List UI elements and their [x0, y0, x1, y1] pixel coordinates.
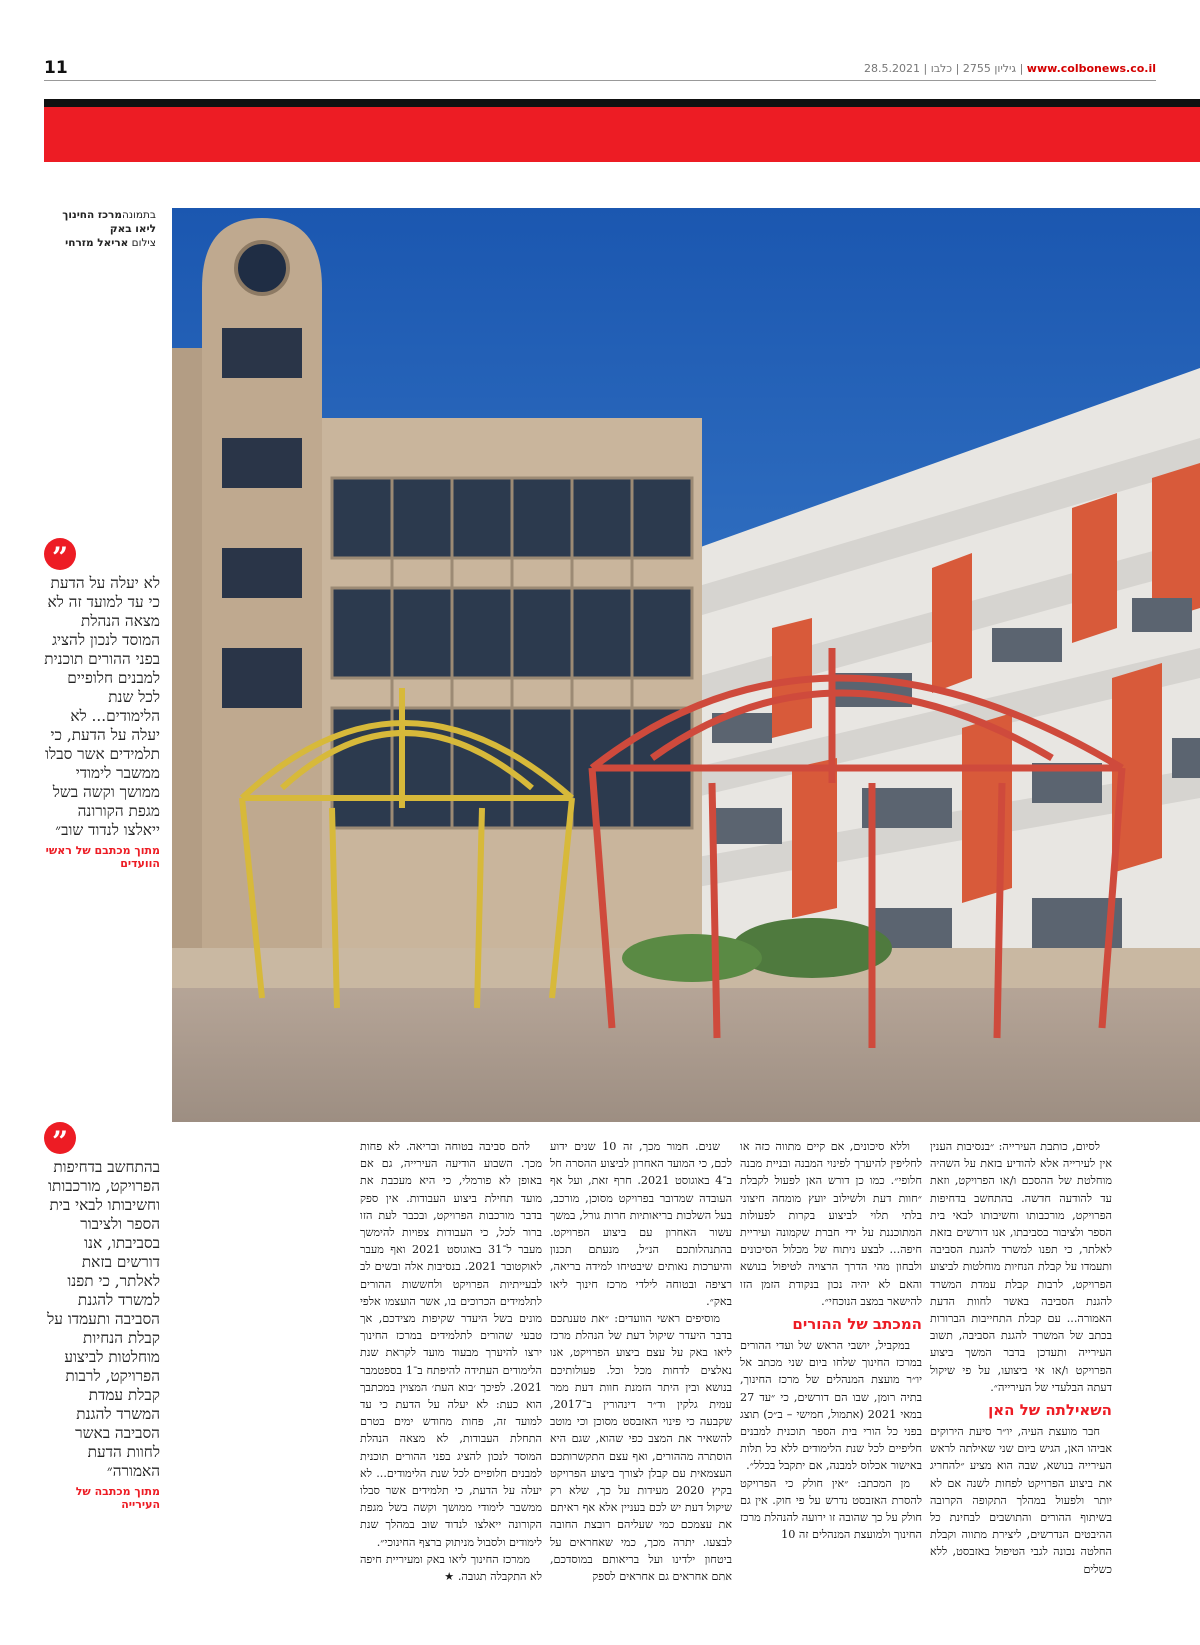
school-building-photo: [172, 208, 1200, 1122]
article-subheading: המכתב של ההורים: [792, 1315, 922, 1334]
publication-name: כלבו: [930, 62, 953, 75]
article-paragraph: במקביל, יושבי הראש של ועדי ההורים במרכז החינוך שלחו ביום שני מכתב אל יו״ר מועצת המנהלים של מרכז החינוך, בתיה רומן, שבו הם דורשים, כי ״עד 27 במאי 2021 (אתמול, חמישי – ב״כ) תוצג בפני כל הורי בית הספר תוכנית למבנים חליפיים לכל שנת הלימודים ללא כל תלות באישור אכלוס למבנה, אם יתקבל בכלל״.: [740, 1339, 922, 1473]
article-paragraph: מן המכתב: ״אין חולק כי הפרויקט להסרת האזבסט נדרש על פי חוק. אין גם חולק על כך שהובה זו ירועה להנהלת מרכז החינוך ולמועצת המנהלים זה 10: [740, 1476, 922, 1542]
page-number: 11: [44, 58, 68, 78]
article-column: [360, 1138, 542, 1618]
article-column: [930, 1138, 1112, 1618]
credit-prefix: בתמונה: [121, 209, 156, 221]
issue-number: גיליון 2755: [962, 62, 1017, 75]
issue-date: 28.5.2021: [864, 62, 920, 75]
pull-quote: [44, 1122, 160, 1511]
article-paragraph: וללא סיכונים, אם קיים מתווה כזה או לחליפין להיערך לפינוי המבנה ובניית מבנה חלופי״. כמו כן דורש האן לפעול לקבלת ״חוות דעת ולשילוב יועץ מומחה חיצוני בלתי תלוי לביצוע בקרות לפעולות המתוכננת על ידי חברת שקמונה ועיריית חיפה... לבצע ניתוח של מכלול הסיכונים ולבחון מהי הדרך הרצויה לטיפול בנושא והאם לא יהיה נכון בנקודת הזמן הזו להישאר במצב הנוכחי״.: [740, 1140, 922, 1308]
article-paragraph: מוסיפים ראשי הוועדים: ״את טענתכם בדבר היעדר שיקול דעת של הנהלת מרכז ליאו באק על עצם ביצוע הפרויקט, אנו נאלצים לדחות מכל וכל. פעולותיכם בנושא ובין היתר הזמנת חוות דעת ממר עמית גלקין וד״ר דינהורין ב־2017, שקבעה כי פינוי האזבסט מסוכן וכי מוטב להשאיר את המצב כפי שהוא, שגם היא הוסתרה מההורים, ואף עצם התקשרותכם העצמאית עם קבלן לצורך ביצוע הפרויקט בקיץ 2020 מעידות על כך, שלא רק שיקול דעת יש לכם בעניין אלא אף ראיתם את עצמכם כמי שעליהם רובצת החובה לבצעו. יתרה מכך, כמי שאחראים על ביטחון ילדינו ועל בריאותם במוסדכם, אתם אחראים גם אחראים לספק: [550, 1312, 732, 1584]
quote-mark-icon: ”: [44, 538, 76, 570]
pull-quote: [44, 538, 160, 870]
pull-quote-source: מתוך מכתבם של ראשי הוועדים: [45, 844, 160, 870]
header-separator: |: [923, 62, 928, 75]
top-black-bar: [44, 99, 1200, 107]
article-photo: [172, 208, 1200, 1122]
article-paragraph: לסיום, כותבת העירייה: ״בנסיבות הענין אין לעירייה אלא להודיע בזאת על השהיה מוחלטת של ההסכם ו/או הפרויקט, וזאת עד להודעה חדשה. בהתחשב בדחיפות הפרויקט, מורכבותו וחשיבותו לבאי בית הספר ולציבור בסביבתו, אנו דורשים בזאת לאלתר, כי תפנו למשרד להגנת הסביבה ותעמדו על קבלת הנחיות מוחלטות לביצוע הפרויקט, לרבות קבלת עמדת המשרד להגנת הסביבה באשר לחוות הדעת האמורה... עם קבלת התחייבות הברורות בכתב של המשרד להגנת הסביבה, תשוב העירייה ותעדכן בדבר המשך ביצוע הפרויקט ו/או אי ביצועו, על פי שיקול דעתה הבלעדי של העירייה״.: [930, 1140, 1112, 1394]
credit-photo-prefix: צילום: [131, 237, 156, 249]
site-url[interactable]: www.colbonews.co.il: [1026, 62, 1156, 75]
pull-quote-source: מתוך מכתבה של העירייה: [75, 1485, 160, 1511]
top-red-banner: [44, 107, 1200, 162]
article-paragraph: חבר מועצת העיה, יו״ר סיעת הירוקים אביהו האן, הגיש ביום שני שאילתה לראש העירייה בנושא, שבה הוא מציע ״להחריג את ביצוע הפרויקט לפחות לשנה אם לא יותר ולפעול במהלך התקופה הקרובה בשיתוף ההורים והתושבים לבחינת כל ההיבטים הנדרשים, ליצירת מתווה וקבלת החלטה נכונה לגבי הטיפול באזבסט, ללא כשלים: [930, 1425, 1112, 1576]
article-subheading: השאילתה של האן: [988, 1401, 1112, 1420]
pull-quote-text: בהתחשב בדחיפות הפרויקט, מורכבותו וחשיבותו לבאי בית הספר ולציבור בסביבתו, אנו דורשים בזאת לאלתר, כי תפנו למשרד להגנת הסביבה ותעמדו על קבלת הנחיות מוחלטות לביצוע הפרויקט, לרבות קבלת עמדת המשרד להגנת הסביבה באשר לחוות הדעת האמורה״: [47, 1158, 160, 1480]
pull-quote-text: לא יעלה על הדעת כי עד למועד זה לא מצאה הנהלת המוסד לנכון להציג בפני ההורים תוכנית למבנים חלופיים לכל שנת הלימודים... לא יעלה על הדעת, כי תלמידים אשר סבלו ממשבר לימודי ממושך וקשה בשל מגפת הקורונה ייאלצו לנדוד שוב״: [44, 574, 160, 839]
article-column: [550, 1138, 732, 1618]
header-rule: [44, 80, 1156, 81]
article-paragraph: להם סביבה בטוחה ובריאה. לא פחות מכך. השבוע הודיעה העירייה, גם אם באופן לא פורמלי, כי היא מעכבת את מועד תחילת ביצוע העבודות. אין ספק בדבר מורכבות הפרויקט, ובכבר לעת הזו ברור לכל, כי העבודות צפויות להימשך מעבר ל־31 באוגוסט 2021 ואף מעבר לאוקטובר 2021. בנסיבות אלה ובשים לב לבעייתיות הפרויקט ולחששות ההורים לתלמידים הכרוכים בו, אשר הועצמו אלפי מונים בשל היעדר שקיפות מצידכם, אך טבעי שהורים לתלמידים במרכז החינוך ירצו להיערך מבעוד מועד לקראת שנת הלימודים העתידה להיפתח ב־1 בספטמבר 2021. לפיכך ׳בוא העת׳ המצוין במכתבך הוא כעת: לא יעלה על הדעת כי עד למועד זה, פחות מחודש ימים בטרם התחלת העבודות, לא מצאה הנהלת המוסד לנכון להציג בפני ההורים תוכנית למבנים חלופיים לכל שנת הלימודים... לא יעלה על הדעת, כי תלמידים אשר סבלו ממשבר לימודי ממושך וקשה בשל מגפת הקורונה ייאלצו לנדוד שוב במהלך שנת לימודים ולסבול מניתוק ברצף החינוכי״.: [360, 1140, 542, 1549]
quote-mark-icon: ”: [44, 1122, 76, 1154]
article-column: [740, 1138, 922, 1618]
photo-credit: [26, 208, 156, 250]
article-paragraph: ממרכז החינוך ליאו באק ומעיריית חיפה לא התקבלה תגובה. ★: [360, 1552, 542, 1584]
article-paragraph: שנים. חמור מכך, זה 10 שנים ידוע לכם, כי המועד האחרון לביצוע ההסרה חל ב־4 באוגוסט 2021. חרף זאת, ועל אף העובדה שמדובר בפרויקט מסוכן, מורכב, בעל השלכות בריאותיות חרות גורל, במשך עשור האחרון עם ביצוע הפרויקט. בהתנהלותכם הנ״ל, מנעתם תכנון והיערכות נאותים שיבטיחו למידה בריאה, רציפה ובטוחה לילדי מרכז חינוך ליאו באק״.: [550, 1140, 732, 1308]
header-separator: |: [1019, 62, 1024, 75]
credit-subject: מרכז החינוך: [62, 209, 122, 221]
header-meta: [864, 62, 1156, 75]
header-separator: |: [955, 62, 960, 75]
photographer-name: אריאל מזרחי: [65, 237, 129, 249]
credit-subject-line2: ליאו באק: [109, 223, 156, 235]
